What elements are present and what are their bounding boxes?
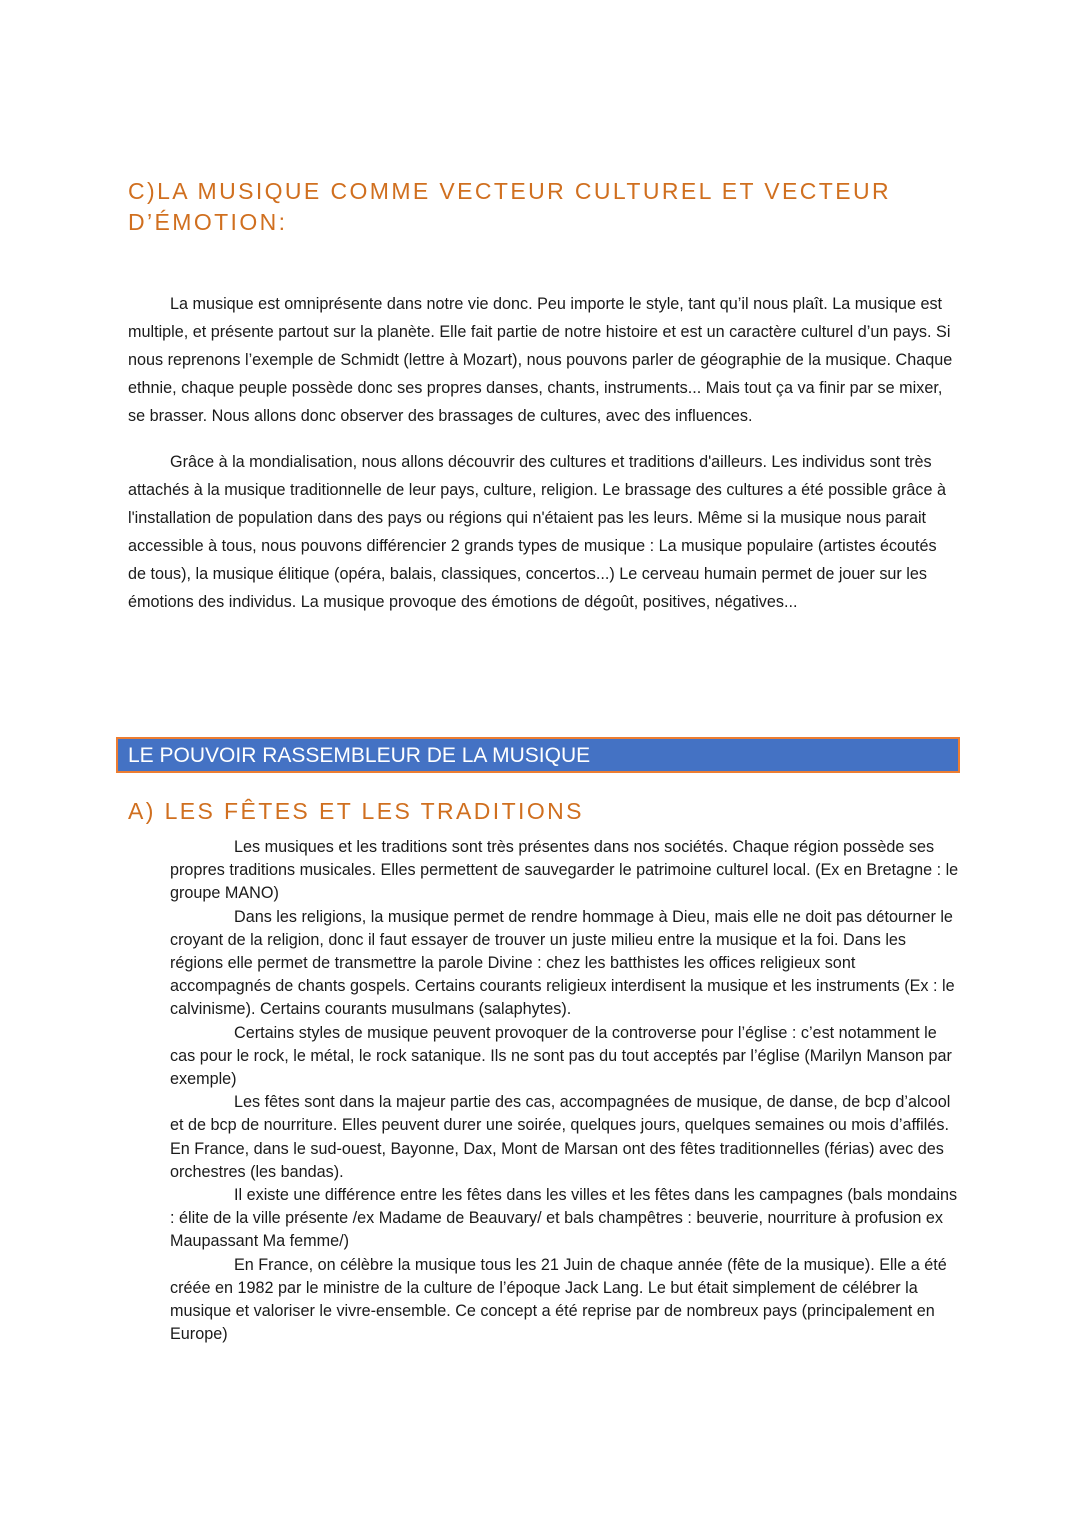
paragraph: La musique est omniprésente dans notre vie donc. Peu importe le style, tant qu’il nous plaît. La musique est multiple, et présente partout sur la planète. Elle fait partie de notre histoire et est un caractère culturel d’un pays. Si nous reprenons l’exemple de Schmidt (lettre à Mozart), nous pouvons parler de géographie de la musique. Chaque ethnie, chaque peuple possède donc ses propres danses, chants, instruments... Mais tout ça va finir par se mixer, se brasser. Nous allons donc observer des brassages de cultures, avec des influences. [128,295,953,425]
paragraph: Les musiques et les traditions sont très présentes dans nos sociétés. Chaque région possède ses propres traditions musicales. Elles permettent de sauvegarder le patrimoine culturel local. (Ex en Bretagne : le groupe MANO) [170,838,959,903]
section-a-heading: A) LES FÊTES ET LES TRADITIONS [128,798,584,824]
section-c-heading: C)LA MUSIQUE COMME VECTEUR CULTUREL ET VECTEUR D’ÉMOTION: [128,178,892,235]
paragraph: Grâce à la mondialisation, nous allons découvrir des cultures et traditions d'ailleurs. Les individus sont très attachés à la musique traditionnelle de leur pays, culture, religion. Le brassage des cultures a été possible grâce à l'installation de population dans des pays ou régions qui n'étaient pas les leurs. Même si la musique nous parait accessible à tous, nous pouvons différencier 2 grands types de musique : La musique populaire (artistes écoutés de tous), la musique élitique (opéra, balais, classiques, concertos...) Le cerveau humain permet de jouer sur les émotions des individus. La musique provoque des émotions de dégoût, positives, négatives... [128,453,946,611]
section-a-body [170,836,960,1346]
paragraph: En France, on célèbre la musique tous les 21 Juin de chaque année (fête de la musique). Elle a été créée en 1982 par le ministre de la culture de l’époque Jack Lang. Le but était simplement de célébrer la musique et valoriser le vivre-ensemble. Ce concept a été reprise par de nombreux pays (principalement en Europe) [170,1255,947,1344]
paragraph: Il existe une différence entre les fêtes dans les villes et les fêtes dans les campagnes (bals mondains : élite de la ville présente /ex Madame de Beauvary/ et bals champêtres : beuverie, nourriture à profusion ex Maupassant Ma femme/) [170,1186,958,1251]
paragraph: Certains styles de musique peuvent provoquer de la controverse pour l’église : c’est notamment le cas pour le rock, le métal, le rock satanique. Ils ne sont pas du tout acceptés par l’église (Marilyn Manson par exemple) [170,1023,952,1089]
paragraph: Les fêtes sont dans la majeur partie des cas, accompagnées de musique, de danse, de bcp d’alcool et de bcp de nourriture. Elles peuvent durer une soirée, quelques jours, quelques semaines ou mois d’affilés. En France, dans le sud-ouest, Bayonne, Dax, Mont de Marsan ont des fêtes traditionnelles (férias) avec des orchestres (les bandas). [170,1093,951,1181]
section-c-body [128,290,958,616]
banner-title: LE POUVOIR RASSEMBLEUR DE LA MUSIQUE [128,744,591,767]
paragraph: Dans les religions, la musique permet de rendre hommage à Dieu, mais elle ne doit pas détourner le croyant de la religion, donc il faut essayer de trouver un juste milieu entre la musique et la foi. Dans les régions elle permet de transmettre la parole Divine : chez les batthistes les offices religieux sont accompagnés de chants gospels. Certains courants religieux interdisent la musique et les instruments (Ex : le calvinisme). Certains courants musulmans (salaphytes). [170,907,955,1019]
section-banner [116,737,960,773]
